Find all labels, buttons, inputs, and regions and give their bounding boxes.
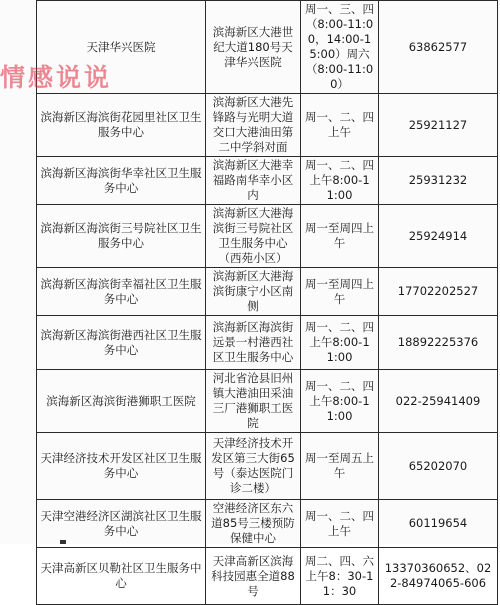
phone-cell: 63862577	[379, 1, 498, 94]
hours-cell: 周一、三、四（8:00-11:00，14:00-15:00）周六（8:00-11:00）	[301, 1, 379, 94]
hours-cell: 周一至周五上午	[301, 433, 379, 500]
facility-name-cell: 滨海新区海滨街华幸社区卫生服务中心	[37, 157, 206, 205]
table-row	[37, 268, 498, 316]
vaccination-sites-table	[36, 0, 498, 605]
address-cell: 滨海新区大港世纪大道180号天津华兴医院	[206, 1, 301, 94]
address-cell: 天津经济技术开发区第三大街65号（泰达医院门诊二楼）	[206, 433, 301, 500]
facility-name-cell: 滨海新区海滨街港狮职工医院	[37, 370, 206, 433]
hours-cell: 周一、二、四上午	[301, 500, 379, 548]
facility-name-cell: 天津空港经济区湖滨社区卫生服务中心	[37, 500, 206, 548]
hours-cell: 周二、四、六上午8：30-11：30	[301, 548, 379, 605]
phone-cell: 13370360652、022-84974065-606	[379, 548, 498, 605]
address-cell: 滨海新区大港海滨街三号院社区卫生服务中心（西苑小区）	[206, 205, 301, 268]
hours-cell: 周一、二、四上午	[301, 94, 379, 157]
crop-mark	[60, 540, 66, 544]
facility-name-cell: 天津华兴医院	[37, 1, 206, 94]
address-cell: 河北省沧县旧州镇大港油田采油三厂港狮职工医院	[206, 370, 301, 433]
table-row	[37, 205, 498, 268]
address-cell: 滨海新区大港幸福路南华幸小区内	[206, 157, 301, 205]
facility-name-cell: 滨海新区海滨街花园里社区卫生服务中心	[37, 94, 206, 157]
phone-cell: 60119654	[379, 500, 498, 548]
facility-name-cell: 天津经济技术开发区社区卫生服务中心	[37, 433, 206, 500]
phone-cell: 17702202527	[379, 268, 498, 316]
phone-cell: 25931232	[379, 157, 498, 205]
table-row	[37, 316, 498, 370]
facility-name-cell: 滨海新区海滨街三号院社区卫生服务中心	[37, 205, 206, 268]
hours-cell: 周一、二、四上午8:00-11:00	[301, 370, 379, 433]
phone-cell: 18892225376	[379, 316, 498, 370]
phone-cell: 022-25941409	[379, 370, 498, 433]
phone-cell: 65202070	[379, 433, 498, 500]
facility-name-cell: 滨海新区海滨街港西社区卫生服务中心	[37, 316, 206, 370]
table-row	[37, 500, 498, 548]
watermark: 情感说说	[0, 63, 113, 92]
table-row	[37, 548, 498, 605]
table-row	[37, 94, 498, 157]
hours-cell: 周一、二、四上午8:00-11:00	[301, 316, 379, 370]
address-cell: 滨海新区大港先锋路与光明大道交口大港油田第二中学斜对面	[206, 94, 301, 157]
address-cell: 滨海新区大港海滨街康宁小区南侧	[206, 268, 301, 316]
phone-cell: 25924914	[379, 205, 498, 268]
facility-name-cell: 滨海新区海滨街幸福社区卫生服务中心	[37, 268, 206, 316]
table-row	[37, 370, 498, 433]
address-cell: 空港经济区东六道85号三楼预防保健中心	[206, 500, 301, 548]
address-cell: 滨海新区海滨街远景一村港西社区卫生服务中心	[206, 316, 301, 370]
hours-cell: 周一、二、四上午8:00-11:00	[301, 157, 379, 205]
phone-cell: 25921127	[379, 94, 498, 157]
table-row	[37, 157, 498, 205]
table-row	[37, 433, 498, 500]
table-row	[37, 1, 498, 94]
address-cell: 天津高新区滨海科技园惠全道88号	[206, 548, 301, 605]
hours-cell: 周一至周四上午	[301, 205, 379, 268]
facility-name-cell: 天津高新区贝勒社区卫生服务中心	[37, 548, 206, 605]
hours-cell: 周一至周四上午	[301, 268, 379, 316]
table-body	[37, 1, 498, 605]
